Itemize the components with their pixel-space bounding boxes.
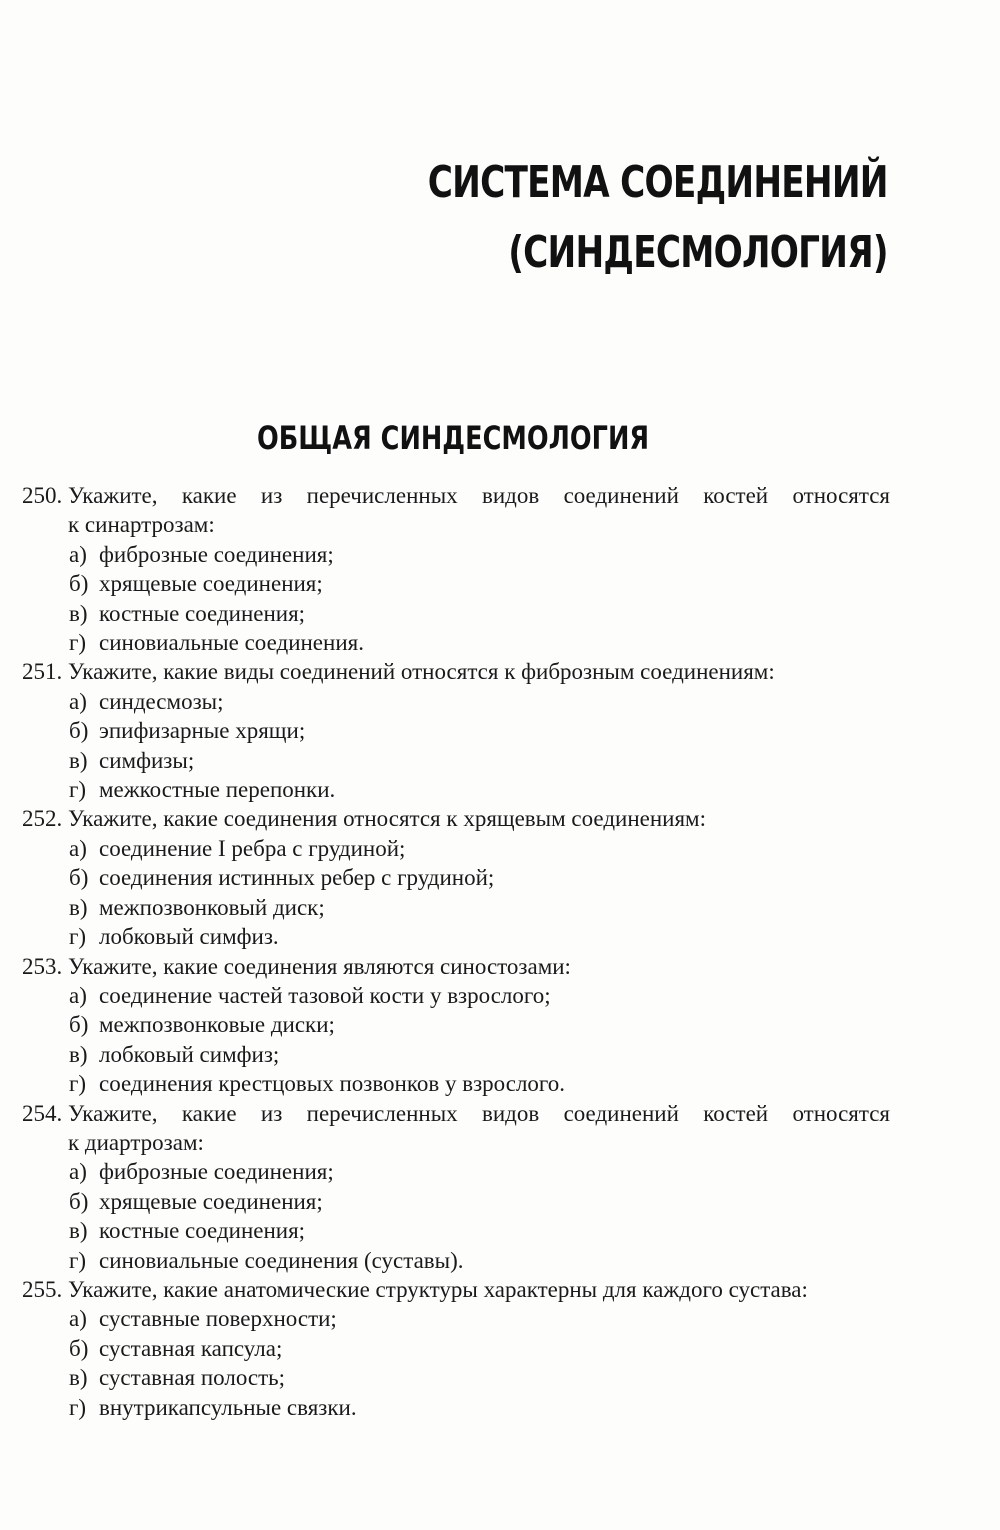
answer-option-v [22,746,890,775]
option-text: синдесмозы; [99,688,224,714]
question-text: Укажите, какие из перечисленных видов соединений костей относятся [68,1100,890,1126]
option-letter: г) [69,1247,87,1273]
option-text: соединение частей тазовой кости у взрослого; [99,982,551,1008]
option-text: соединение I ребра с грудиной; [99,835,406,861]
option-letter: г) [69,777,87,803]
option-letter: б) [69,865,89,891]
option-text: лобковый симфиз; [99,1041,280,1067]
question-number: 253. [22,953,63,979]
question-text: Укажите, какие соединения относятся к хрящевым соединениям: [68,806,706,832]
option-letter: б) [69,1012,89,1038]
question-text-continued: к диартрозам: [68,1129,204,1155]
question-251 [22,657,890,804]
answer-option-g [22,775,890,804]
option-letter: а) [69,688,87,714]
answer-option-g [22,922,890,951]
option-letter: а) [69,1159,87,1185]
chapter-title-line-2: (СИНДЕСМОЛОГИЯ) [508,227,888,278]
option-letter: г) [69,1394,87,1420]
answer-option-a [22,1157,890,1186]
answer-option-b [22,716,890,745]
question-255 [22,1275,890,1422]
option-letter: б) [69,718,89,744]
option-letter: в) [69,894,88,920]
answer-option-b [22,1187,890,1216]
option-text: хрящевые соединения; [99,571,323,597]
option-text: фиброзные соединения; [99,1159,334,1185]
option-text: межкостные перепонки. [99,777,336,803]
question-text: Укажите, какие анатомические структуры характерны для каждого сустава: [68,1276,808,1302]
option-letter: г) [69,630,87,656]
question-text: Укажите, какие из перечисленных видов соединений костей относятся [68,483,890,508]
option-letter: а) [69,1306,87,1332]
question-list [22,481,890,1422]
section-title [0,418,906,458]
question-252 [22,804,890,951]
option-text: симфизы; [99,747,195,773]
question-250 [22,481,890,657]
option-text: костные соединения; [99,600,306,626]
answer-option-b [22,863,890,892]
option-letter: б) [69,1335,89,1361]
answer-option-v [22,599,890,628]
answer-option-a [22,1304,890,1333]
option-letter: г) [69,1071,87,1097]
answer-option-a [22,687,890,716]
question-text-continued: к синартрозам: [68,512,215,538]
option-letter: а) [69,835,87,861]
option-text: суставная полость; [99,1365,286,1391]
option-text: суставные поверхности; [99,1306,337,1332]
answer-option-v [22,1363,890,1392]
option-letter: в) [69,1218,88,1244]
answer-option-g [22,1246,890,1275]
question-number: 255. [22,1276,63,1302]
question-253 [22,952,890,1099]
answer-option-g [22,628,890,657]
answer-option-b [22,569,890,598]
option-letter: а) [69,541,87,567]
option-text: суставная капсула; [99,1335,283,1361]
answer-option-v [22,893,890,922]
option-letter: в) [69,747,88,773]
question-number: 252. [22,806,63,832]
option-text: эпифизарные хрящи; [99,718,306,744]
answer-option-g [22,1069,890,1098]
question-254 [22,1099,890,1275]
option-letter: б) [69,571,89,597]
answer-option-b [22,1010,890,1039]
option-letter: г) [69,924,87,950]
question-text: Укажите, какие соединения являются синостозами: [68,953,571,979]
option-letter: в) [69,1041,88,1067]
answer-option-b [22,1334,890,1363]
option-text: лобковый симфиз. [99,924,279,950]
option-text: соединения истинных ребер с грудиной; [99,865,495,891]
question-text: Укажите, какие виды соединений относятся к фиброзным соединениям: [68,659,775,685]
answer-option-a [22,540,890,569]
section-title-text: ОБЩАЯ СИНДЕСМОЛОГИЯ [256,419,650,457]
option-letter: б) [69,1188,89,1214]
answer-option-g [22,1393,890,1422]
answer-option-v [22,1040,890,1069]
answer-option-a [22,981,890,1010]
chapter-title-line-1: СИСТЕМА СОЕДИНЕНИЙ [427,157,888,208]
option-text: костные соединения; [99,1218,306,1244]
question-number: 251. [22,659,63,685]
option-text: синовиальные соединения. [99,630,364,656]
option-letter: в) [69,600,88,626]
question-number: 254. [22,1100,63,1126]
option-text: синовиальные соединения (суставы). [99,1247,464,1273]
chapter-title [428,148,888,288]
option-text: соединения крестцовых позвонков у взрослого. [99,1071,566,1097]
option-letter: а) [69,982,87,1008]
option-text: внутрикапсульные связки. [99,1394,357,1420]
answer-option-a [22,834,890,863]
option-letter: в) [69,1365,88,1391]
option-text: межпозвонковый диск; [99,894,325,920]
answer-option-v [22,1216,890,1245]
option-text: фиброзные соединения; [99,541,334,567]
question-number: 250. [22,483,63,508]
option-text: межпозвонковые диски; [99,1012,335,1038]
option-text: хрящевые соединения; [99,1188,323,1214]
